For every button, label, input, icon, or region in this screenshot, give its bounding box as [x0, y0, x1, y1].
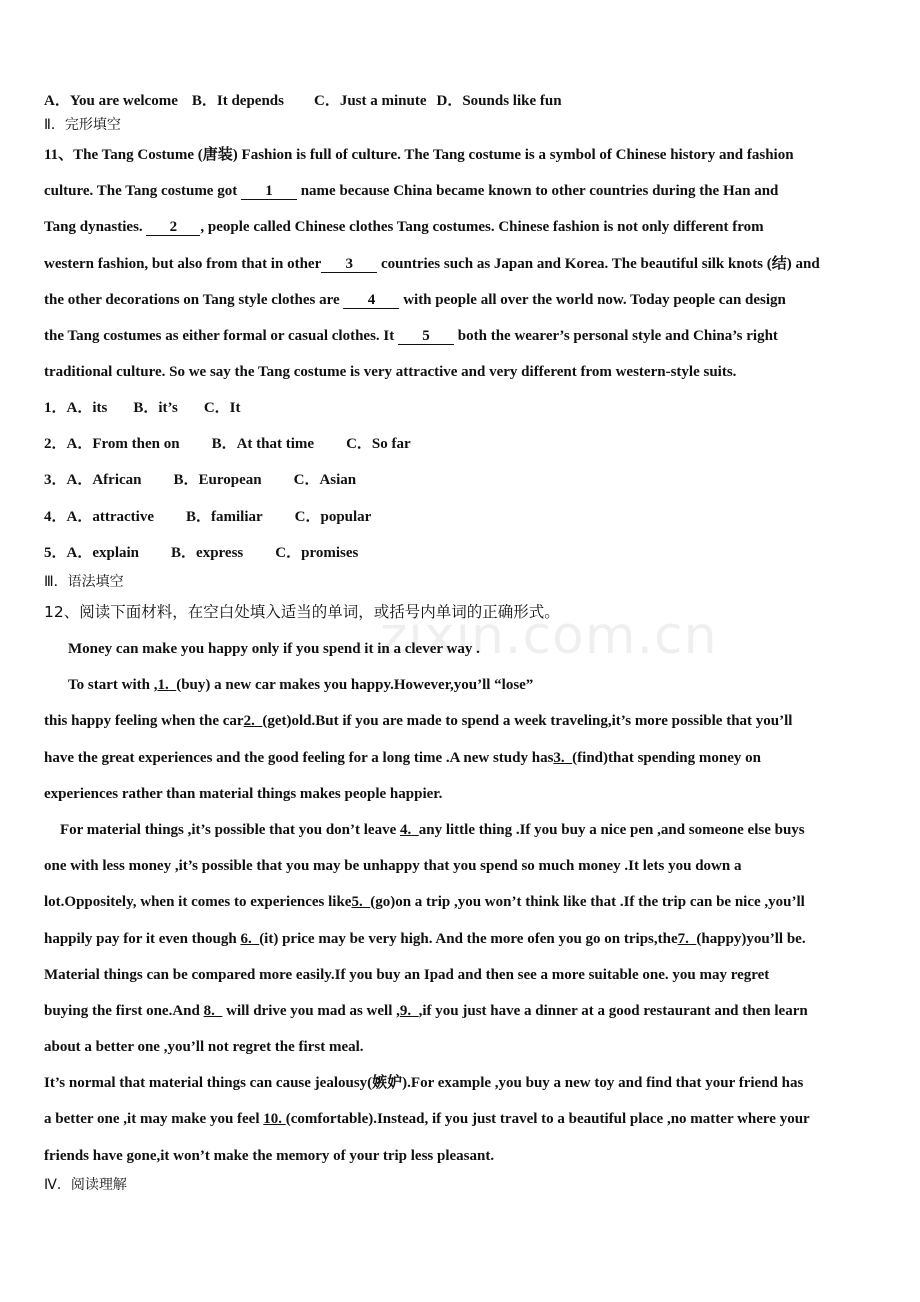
q12-line-6: [60, 821, 805, 839]
text: western fashion, but also from that in other: [44, 256, 322, 272]
text: have the great experiences and the good feeling for a long time .A new study has: [44, 750, 554, 766]
q12-line-11: [44, 1002, 808, 1020]
q12-instruction: 12、阅读下面材料，在空白处填入适当的单词，或括号内单词的正确形式。: [44, 603, 560, 621]
q12-line-9: [44, 930, 806, 948]
option-c: C．popular: [294, 509, 372, 525]
text: buying the first one.And: [44, 1003, 200, 1019]
q12-line-7: one with less money ,it’s possible that you may be unhappy that you spend so much money .It lets you down a: [44, 858, 742, 874]
text: (it) price may be very high. And the more ofen you go on trips,the: [259, 931, 678, 947]
cloze-option-row-5: [44, 544, 358, 562]
text: Tang dynasties.: [44, 219, 143, 235]
q12-line-15: friends have gone,it won’t make the memory of your trip less pleasant.: [44, 1148, 495, 1164]
option-b: B．It depends: [191, 93, 284, 109]
cloze-option-row-3: [44, 471, 356, 489]
q12-line-12: about a better one ,you’ll not regret the first meal.: [44, 1039, 364, 1055]
text: this happy feeling when the car: [44, 713, 244, 729]
text: the other decorations on Tang style clothes are: [44, 292, 340, 308]
cloze-option-row-1: [44, 399, 240, 417]
num: 2．: [44, 436, 67, 452]
gap-8: 8.: [203, 1003, 215, 1019]
num: 4．: [44, 509, 67, 525]
text: For material things ,it’s possible that you don’t leave: [60, 822, 397, 838]
text: , people called Chinese clothes Tang costumes. Chinese fashion is not only different from: [200, 219, 764, 235]
gap-3: 3.: [553, 750, 565, 766]
q12-line-3: [44, 712, 792, 730]
q12-line-4: [44, 749, 761, 767]
option-b: B．it’s: [133, 400, 178, 416]
q12-para-1: Money can make you happy only if you spend it in a clever way .: [68, 641, 480, 657]
gap-9: 9.: [399, 1003, 412, 1019]
text: (happy)you’ll be.: [696, 931, 806, 947]
section-title-reading: Ⅳ．阅读理解: [44, 1177, 127, 1193]
q11-line-6: [44, 327, 778, 345]
q12-line-10: Material things can be compared more easily.If you buy an Ipad and then see a more suitable one. you may regret: [44, 967, 770, 983]
q12-line-2: [68, 676, 533, 694]
text: To start with ,: [68, 677, 158, 693]
num: 5．: [44, 545, 67, 561]
text: a better one ,it may make you feel: [44, 1111, 260, 1127]
gap-1: 1.: [157, 677, 169, 693]
option-a: A．explain: [66, 545, 140, 561]
text: ,if you just have a dinner at a good restaurant and then learn: [418, 1003, 808, 1019]
blank-1: 1: [241, 183, 297, 200]
option-c: C．Asian: [293, 472, 357, 488]
blank-4: 4: [343, 292, 399, 309]
gap-4: 4.: [400, 822, 412, 838]
q11-line-3: [44, 218, 764, 236]
option-c: C．So far: [346, 436, 411, 452]
q11-line-5: [44, 291, 786, 309]
text: (buy) a new car makes you happy.However,you’ll “lose”: [176, 677, 534, 693]
option-b: B．familiar: [185, 509, 263, 525]
text: both the wearer’s personal style and China’s right: [457, 328, 778, 344]
blank-5: 5: [398, 328, 454, 345]
q12-line-5: experiences rather than material things makes people happier.: [44, 786, 443, 802]
text: with people all over the world now. Today people can design: [403, 292, 786, 308]
text: will drive you mad as well ,: [226, 1003, 400, 1019]
option-c: C．promises: [275, 545, 359, 561]
gap-6: 6.: [240, 931, 252, 947]
blank-3: 3: [321, 256, 377, 273]
gap-5: 5.: [351, 894, 363, 910]
text: happily pay for it even though: [44, 931, 237, 947]
option-b: B．European: [173, 472, 262, 488]
q12-line-8: [44, 893, 805, 911]
section-title-grammar: Ⅲ．语法填空: [44, 574, 124, 590]
section-title-cloze: Ⅱ．完形填空: [44, 117, 121, 133]
option-d: D．Sounds like fun: [436, 93, 562, 109]
watermark: zixin.com.cn: [380, 606, 718, 666]
text: name because China became known to other countries during the Han and: [300, 183, 779, 199]
gap-2: 2.: [243, 713, 255, 729]
text: (comfortable).Instead, if you just travel to a beautiful place ,no matter where your: [285, 1111, 810, 1127]
option-a: A．You are welcome: [44, 93, 178, 109]
gap-7: 7.: [677, 931, 689, 947]
q12-line-13: It’s normal that material things can cause jealousy(嫉妒).For example ,you buy a new toy and find that your friend has: [44, 1075, 804, 1091]
q11-line-1: 11、The Tang Costume (唐装) Fashion is full of culture. The Tang costume is a symbol of Chinese history and fashion: [44, 147, 794, 163]
q11-line-4: [44, 255, 820, 273]
prev-options: [44, 92, 562, 110]
blank-2: 2: [146, 219, 200, 236]
gap-10: 10.: [263, 1111, 283, 1127]
option-c: C．It: [203, 400, 241, 416]
text: (get)old.But if you are made to spend a week traveling,it’s more possible that you’ll: [262, 713, 793, 729]
text: lot.Oppositely, when it comes to experiences like: [44, 894, 352, 910]
option-a: A．attractive: [66, 509, 154, 525]
option-b: B．express: [171, 545, 244, 561]
option-a: A．African: [66, 472, 142, 488]
text: culture. The Tang costume got: [44, 183, 238, 199]
cloze-option-row-2: [44, 435, 411, 453]
text: any little thing .If you buy a nice pen ,and someone else buys: [418, 822, 805, 838]
q11-line-7: traditional culture. So we say the Tang costume is very attractive and very different from western-style suits.: [44, 364, 737, 380]
num: 3．: [44, 472, 67, 488]
q11-line-2: [44, 182, 778, 200]
text: countries such as Japan and Korea. The beautiful silk knots (结) and: [380, 256, 820, 272]
text: (find)that spending money on: [572, 750, 761, 766]
option-c: C．Just a minute: [313, 93, 427, 109]
num: 1．: [44, 400, 67, 416]
text: (go)on a trip ,you won’t think like that .If the trip can be nice ,you’ll: [370, 894, 805, 910]
q12-line-14: [44, 1110, 810, 1128]
text: the Tang costumes as either formal or casual clothes. It: [44, 328, 395, 344]
option-b: B．At that time: [211, 436, 315, 452]
option-a: A．its: [66, 400, 108, 416]
option-a: A．From then on: [66, 436, 180, 452]
cloze-option-row-4: [44, 508, 371, 526]
